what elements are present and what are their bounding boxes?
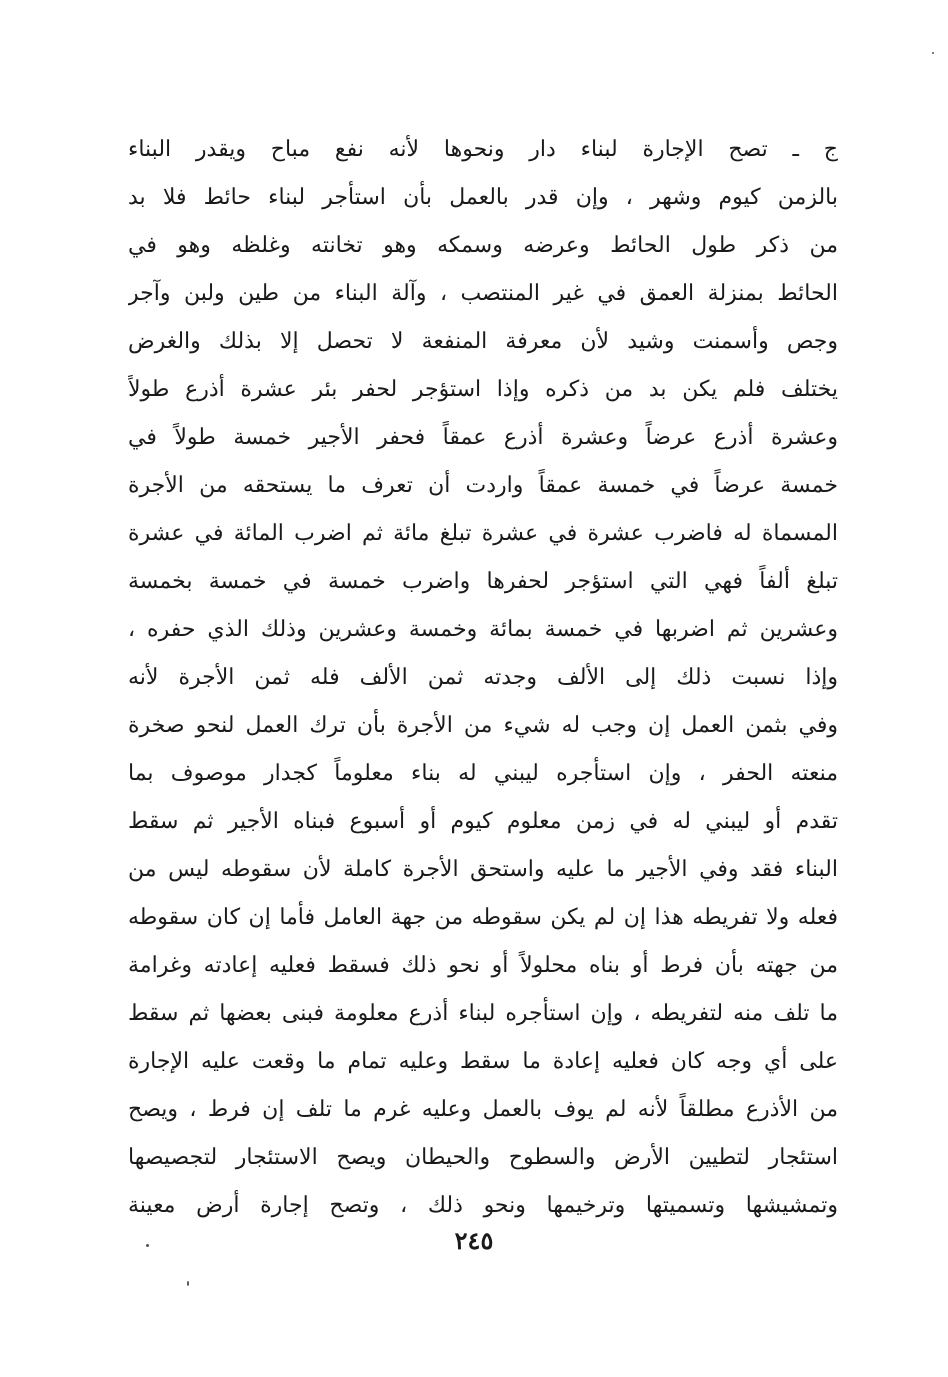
text-line: ما تلف منه لتفريطه ، وإن استأجره لبناء أذرع معلومة فبنى بعضها ثم سقط	[128, 1001, 838, 1026]
text-line: يختلف فلم يكن بد من ذكره وإذا استؤجر لحفر بئر عشرة أذرع طولاً	[128, 377, 838, 402]
body-text	[128, 126, 838, 1230]
text-line: استئجار لتطيين الأرض والسطوح والحيطان ويصح الاستئجار لتجصيصها	[128, 1145, 838, 1170]
scan-speck	[187, 1281, 189, 1286]
text-line: بالزمن كيوم وشهر ، وإن قدر بالعمل بأن استأجر لبناء حائط فلا بد	[128, 185, 838, 210]
text-line: من ذكر طول الحائط وعرضه وسمكه وهو تخانته وغلظه وهو في	[128, 233, 838, 258]
text-line: منعته الحفر ، وإن استأجره ليبني له بناء معلوماً كجدار موصوف بما	[128, 761, 838, 786]
text-line: من الأذرع مطلقاً لأنه لم يوف بالعمل وعليه غرم ما تلف إن فرط ، ويصح	[128, 1097, 838, 1122]
text-line: البناء فقد وفي الأجير ما عليه واستحق الأجرة كاملة لأن سقوطه ليس من	[128, 857, 838, 882]
text-line: وتمشيشها وتسميتها وترخيمها ونحو ذلك ، وتصح إجارة أرض معينة	[128, 1193, 838, 1218]
text-line: وجص وأسمنت وشيد لأن معرفة المنفعة لا تحصل إلا بذلك والغرض	[128, 329, 838, 354]
text-line: تقدم أو ليبني له في زمن معلوم كيوم أو أسبوع فبناه الأجير ثم سقط	[128, 809, 838, 834]
scan-speck	[146, 1244, 149, 1247]
text-line: فعله ولا تفريطه هذا إن لم يكن سقوطه من جهة العامل فأما إن كان سقوطه	[128, 905, 838, 930]
text-line: وإذا نسبت ذلك إلى الألف وجدته ثمن الألف فله ثمن الأجرة لأنه	[128, 665, 838, 690]
text-line: على أي وجه كان فعليه إعادة ما سقط وعليه تمام ما وقعت عليه الإجارة	[128, 1049, 838, 1074]
scan-speck	[932, 52, 934, 54]
page-number: ٢٤٥	[454, 1226, 494, 1255]
text-line: ج ـ تصح الإجارة لبناء دار ونحوها لأنه نفع مباح ويقدر البناء	[128, 137, 838, 162]
text-line: خمسة عرضاً في خمسة عمقاً واردت أن تعرف ما يستحقه من الأجرة	[128, 473, 838, 498]
text-line: تبلغ ألفاً فهي التي استؤجر لحفرها واضرب خمسة في خمسة بخمسة	[128, 569, 838, 594]
text-line: المسماة له فاضرب عشرة في عشرة تبلغ مائة ثم اضرب المائة في عشرة	[128, 521, 838, 546]
text-line: من جهته بأن فرط أو بناه محلولاً أو نحو ذلك فسقط فعليه إعادته وغرامة	[128, 953, 838, 978]
text-line: الحائط بمنزلة العمق في غير المنتصب ، وآلة البناء من طين ولبن وآجر	[128, 281, 838, 306]
text-line: وعشرة أذرع عرضاً وعشرة أذرع عمقاً فحفر الأجير خمسة طولاً في	[128, 425, 838, 450]
text-line: وفي بثمن العمل إن وجب له شيء من الأجرة بأن ترك العمل لنحو صخرة	[128, 713, 838, 738]
text-line: وعشرين ثم اضربها في خمسة بمائة وخمسة وعشرين وذلك الذي حفره ،	[128, 617, 838, 642]
